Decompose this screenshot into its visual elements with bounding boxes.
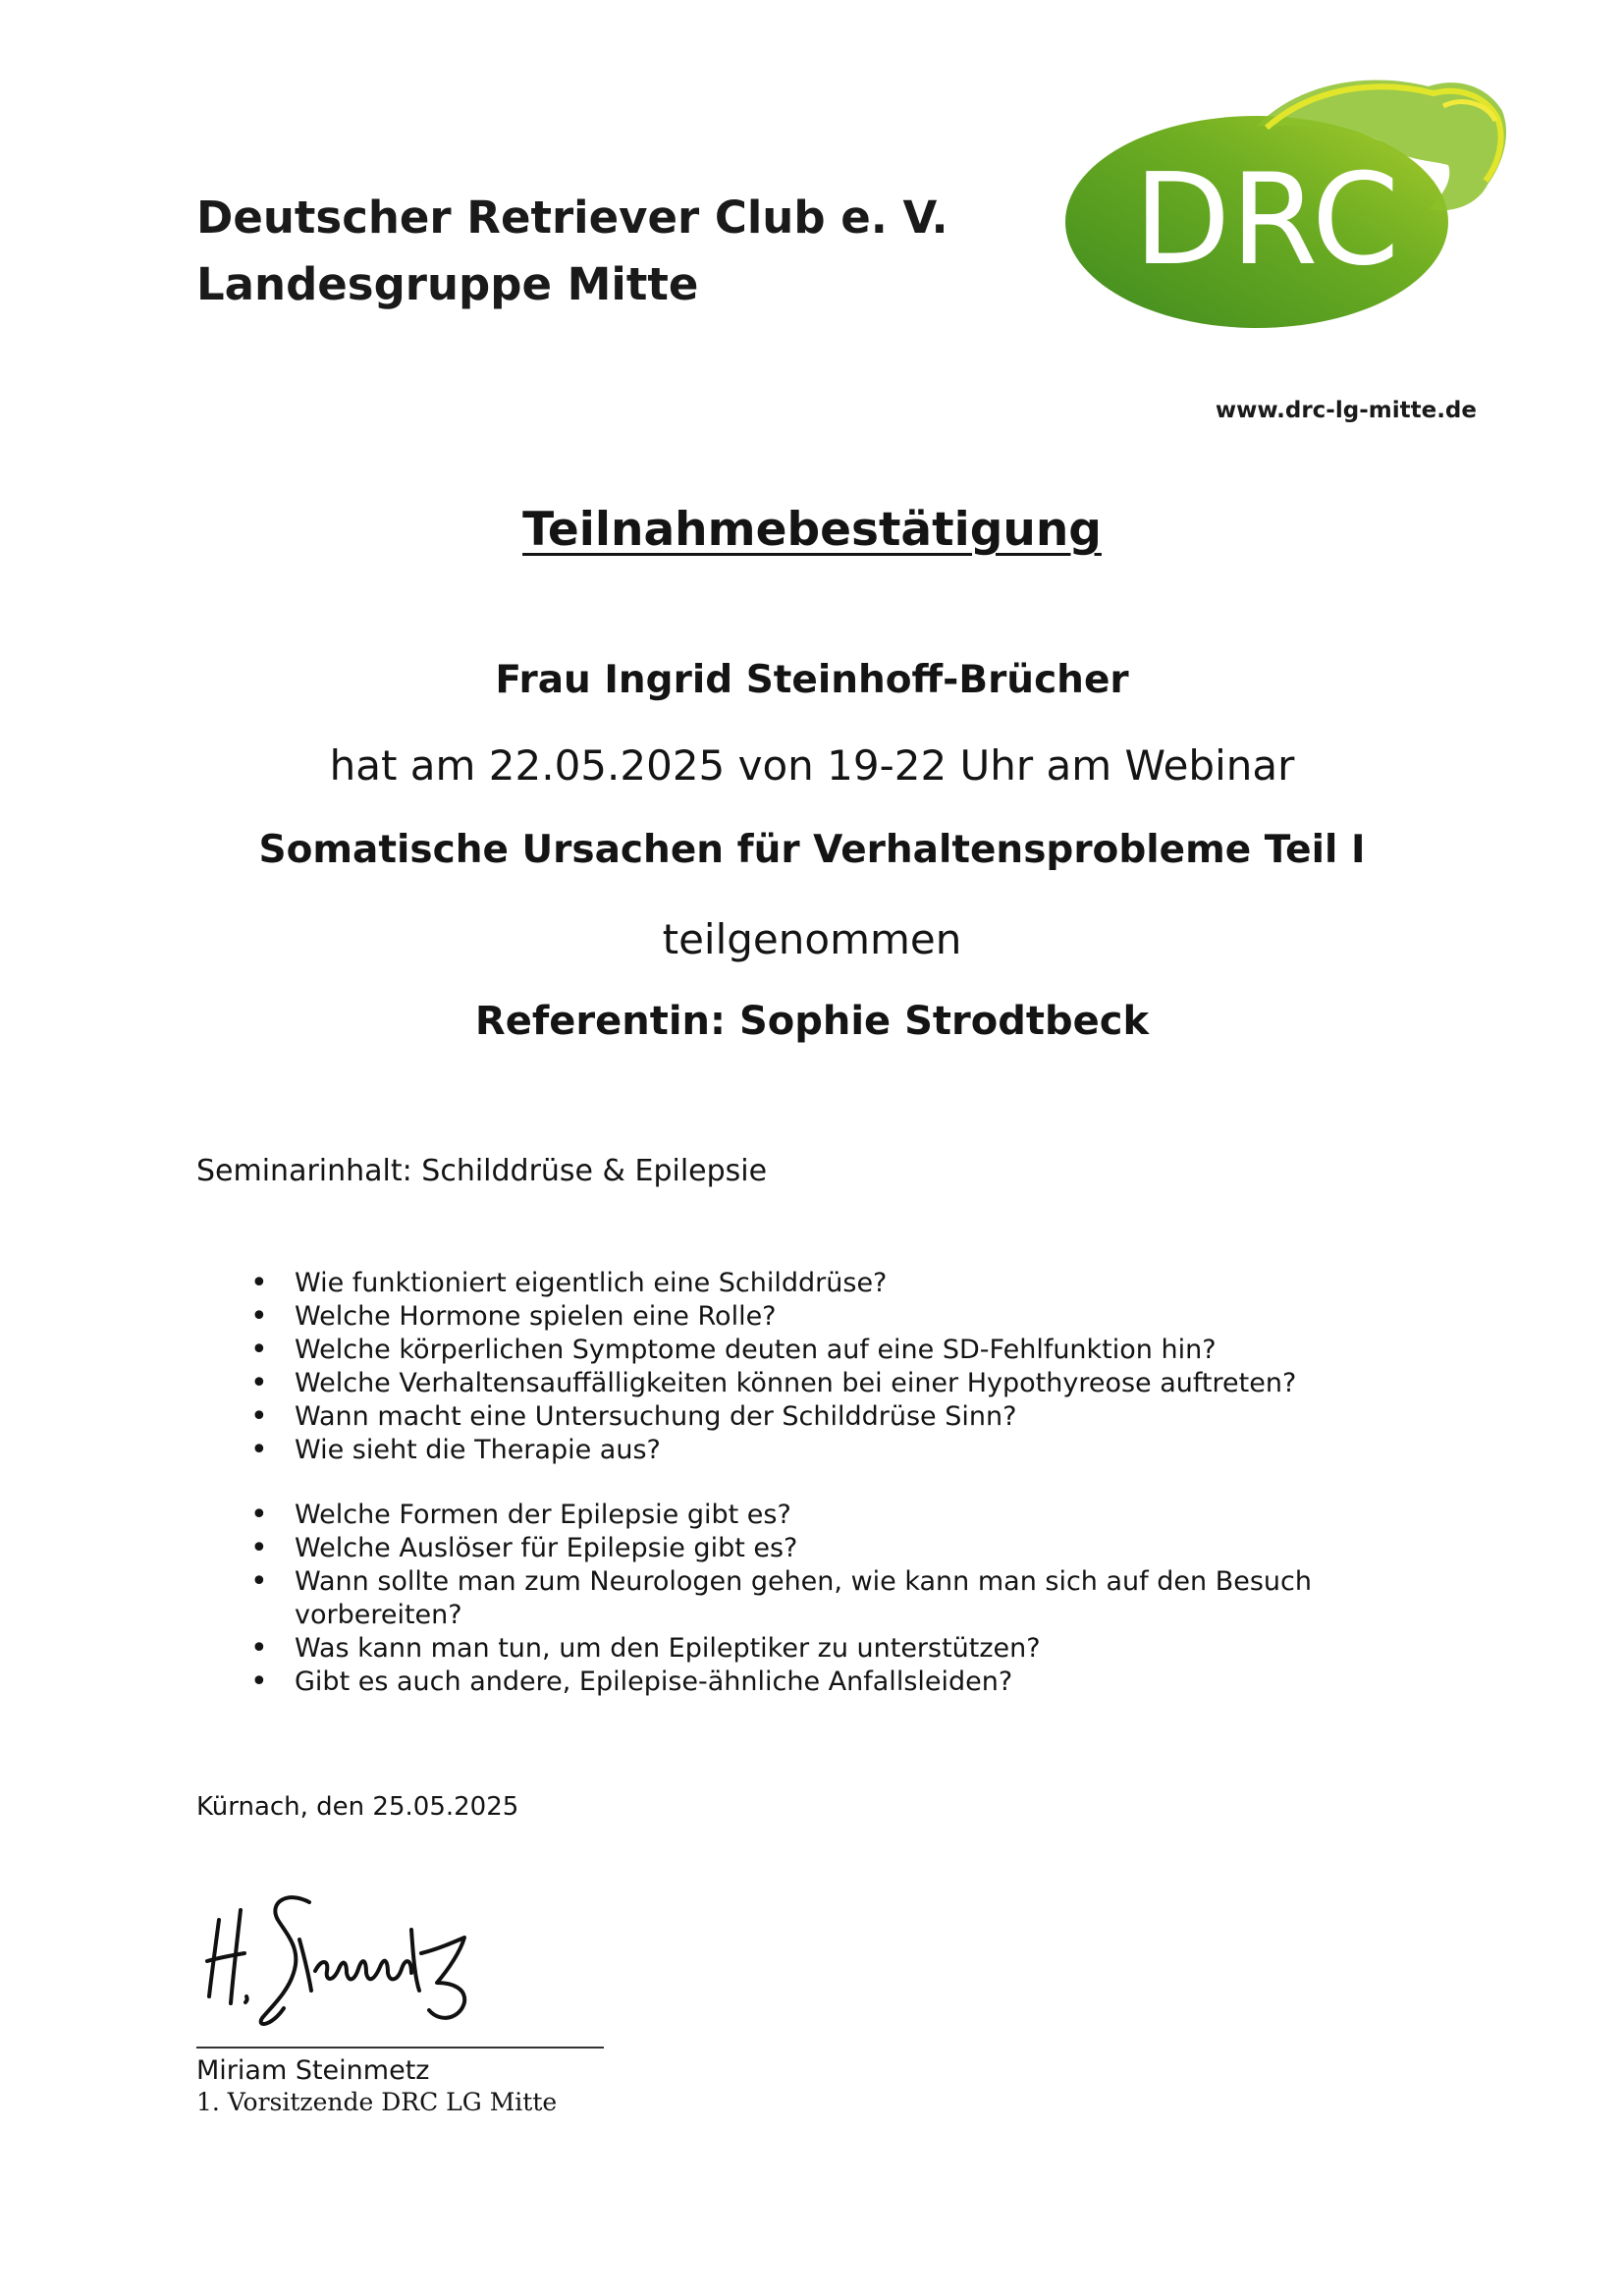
participated-text: teilgenommen — [662, 915, 962, 963]
organization-name — [196, 185, 948, 318]
list-item: • Wie sieht die Therapie aus? — [250, 1434, 1380, 1467]
list-item: • Welche Verhaltensauffälligkeiten können bei einer Hypothyreose auftreten? — [250, 1367, 1380, 1400]
website-url: www.drc-lg-mitte.de — [1215, 398, 1477, 423]
date-line: hat am 22.05.2025 von 19-22 Uhr am Webinar — [329, 741, 1295, 790]
logo-text: DRC — [1133, 147, 1400, 294]
list-item: • Welche Formen der Epilepsie gibt es? — [250, 1499, 1380, 1532]
signer-role: 1. Vorsitzende DRC LG Mitte — [196, 2088, 558, 2116]
list-item: • Gibt es auch andere, Epilepise-ähnliche Anfallsleiden? — [250, 1666, 1380, 1699]
place-date: Kürnach, den 25.05.2025 — [196, 1792, 519, 1822]
list-item: • Wie funktioniert eigentlich eine Schilddrüse? — [250, 1267, 1380, 1300]
list-item: • Welche Auslöser für Epilepsie gibt es? — [250, 1532, 1380, 1565]
speaker: Referentin: Sophie Strodtbeck — [474, 999, 1150, 1044]
list-item: • Was kann man tun, um den Epileptiker zu unterstützen? — [250, 1632, 1380, 1666]
document-title-wrap — [0, 503, 1624, 557]
list-item: • Welche Hormone spielen eine Rolle? — [250, 1300, 1380, 1334]
epilepsy-topic-list — [250, 1499, 1380, 1699]
list-item: • Wann sollte man zum Neurologen gehen, wie kann man sich auf den Besuch vorbereiten? — [250, 1565, 1380, 1632]
webinar-title: Somatische Ursachen für Verhaltensprobleme Teil I — [258, 828, 1366, 872]
thyroid-topic-list — [250, 1267, 1380, 1467]
document-title: Teilnahmebestätigung — [522, 503, 1102, 557]
org-line-1: Deutscher Retriever Club e. V. — [196, 191, 948, 244]
handwritten-signature — [201, 1881, 496, 2028]
participant-name: Frau Ingrid Steinhoff-Brücher — [495, 658, 1129, 702]
drc-logo — [1056, 67, 1517, 337]
signature-line — [196, 2047, 604, 2049]
signer-name: Miriam Steinmetz — [196, 2055, 430, 2086]
list-item: • Wann macht eine Untersuchung der Schilddrüse Sinn? — [250, 1400, 1380, 1434]
seminar-content-label: Seminarinhalt: Schilddrüse & Epilepsie — [196, 1154, 768, 1188]
list-item: • Welche körperlichen Symptome deuten auf eine SD-Fehlfunktion hin? — [250, 1334, 1380, 1367]
org-line-2: Landesgruppe Mitte — [196, 258, 699, 310]
